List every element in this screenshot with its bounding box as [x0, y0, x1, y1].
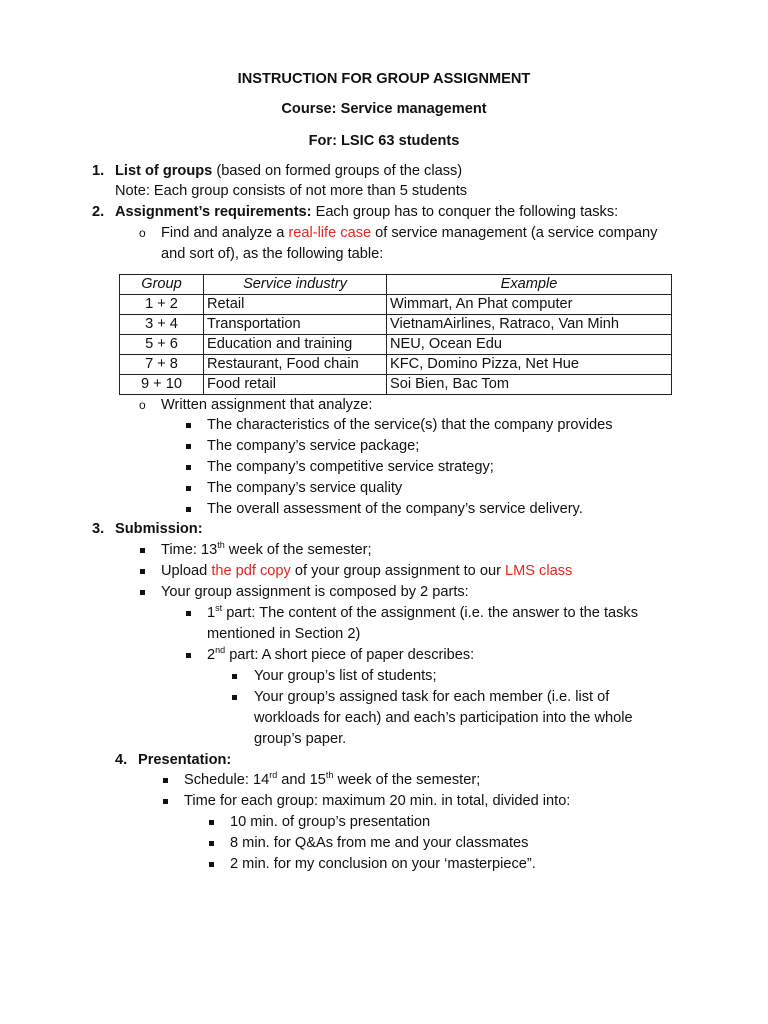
presentation-item: 8 min. for Q&As from me and your classmates: [230, 835, 529, 851]
presentation-time: Time for each group: maximum 20 min. in total, divided into:: [184, 793, 571, 809]
square-bullet-icon: [232, 674, 237, 679]
table-row: [120, 355, 672, 375]
presentation-item: 2 min. for my conclusion on your ‘masterpiece”.: [230, 856, 536, 872]
square-bullet-icon: [209, 862, 214, 867]
section-2-number: 2.: [92, 204, 105, 220]
section-4-title: Presentation:: [138, 752, 232, 768]
schedule-pre: Schedule: 14: [184, 772, 270, 788]
square-bullet-icon: [209, 820, 214, 825]
square-bullet-icon: [209, 841, 214, 846]
upload-lms-highlight: LMS class: [505, 563, 573, 579]
cell-group: 3 + 4: [120, 315, 204, 335]
table-row: [120, 375, 672, 395]
section-4-number: 4.: [115, 752, 128, 768]
table-row: [120, 315, 672, 335]
circle-bullet-icon: o: [139, 226, 146, 240]
task-1-pre: Find and analyze a: [161, 225, 289, 241]
part-1-num: 1: [207, 605, 216, 621]
section-2-title: Assignment’s requirements:: [115, 204, 312, 220]
square-bullet-icon: [140, 569, 145, 574]
task-1-line-2: and sort of), as the following table:: [161, 246, 384, 262]
part-1-line-2: mentioned in Section 2): [207, 626, 361, 642]
square-bullet-icon: [140, 590, 145, 595]
cell-example: KFC, Domino Pizza, Net Hue: [387, 355, 672, 375]
cell-example: Soi Bien, Bac Tom: [387, 375, 672, 395]
submission-time-post: week of the semester;: [224, 542, 372, 558]
square-bullet-icon: [232, 695, 237, 700]
upload-pre: Upload: [161, 563, 212, 579]
part-2-line: [207, 645, 474, 665]
cell-group: 7 + 8: [120, 355, 204, 375]
cell-industry: Education and training: [204, 335, 387, 355]
part-2-num: 2: [207, 647, 216, 663]
square-bullet-icon: [140, 548, 145, 553]
groups-table: [119, 274, 672, 395]
task-1-highlight: real-life case: [288, 225, 372, 241]
task-1-line: [161, 223, 657, 243]
schedule-post: week of the semester;: [333, 772, 481, 788]
square-bullet-icon: [186, 444, 191, 449]
schedule-mid: and 15: [277, 772, 326, 788]
schedule-sup-1: rd: [269, 770, 278, 780]
header-example: Example: [387, 275, 672, 295]
analysis-item: The overall assessment of the company’s service delivery.: [207, 501, 583, 517]
cell-industry: Restaurant, Food chain: [204, 355, 387, 375]
upload-mid: of your group assignment to our: [290, 563, 505, 579]
submission-time-sup: th: [217, 540, 225, 550]
section-2-text: Each group has to conquer the following tasks:: [311, 204, 619, 220]
cell-example: Wimmart, An Phat computer: [387, 295, 672, 315]
cell-industry: Transportation: [204, 315, 387, 335]
section-3-number: 3.: [92, 521, 105, 537]
part-2-text: part: A short piece of paper describes:: [225, 647, 475, 663]
square-bullet-icon: [163, 799, 168, 804]
header-group: Group: [120, 275, 204, 295]
part-2-item: Your group’s list of students;: [254, 668, 437, 684]
analysis-item: The characteristics of the service(s) that the company provides: [207, 417, 613, 433]
cell-group: 9 + 10: [120, 375, 204, 395]
submission-upload: [161, 561, 572, 581]
square-bullet-icon: [186, 423, 191, 428]
section-1-number: 1.: [92, 163, 105, 179]
square-bullet-icon: [186, 486, 191, 491]
presentation-item: 10 min. of group’s presentation: [230, 814, 431, 830]
header-service-industry: Service industry: [204, 275, 387, 295]
submission-time: [161, 540, 372, 560]
square-bullet-icon: [186, 611, 191, 616]
presentation-schedule: [184, 770, 480, 790]
cell-group: 1 + 2: [120, 295, 204, 315]
part-2-item-line-2: workloads for each) and each’s participation into the whole: [254, 710, 633, 726]
part-2-sup: nd: [215, 645, 226, 655]
cell-industry: Retail: [204, 295, 387, 315]
table-header-row: [120, 275, 672, 295]
submission-composed: Your group assignment is composed by 2 parts:: [161, 584, 469, 600]
table-row: [120, 335, 672, 355]
square-bullet-icon: [186, 465, 191, 470]
section-2-heading: [115, 202, 618, 222]
part-2-item: Your group’s assigned task for each member (i.e. list of: [254, 689, 610, 705]
part-1-line: [207, 603, 638, 623]
course-line: Course: Service management: [281, 101, 487, 117]
section-1-text: (based on formed groups of the class): [212, 163, 463, 179]
task-1-post: of service management (a service company: [371, 225, 658, 241]
document-title: INSTRUCTION FOR GROUP ASSIGNMENT: [237, 71, 531, 87]
section-3-title: Submission:: [115, 521, 203, 537]
square-bullet-icon: [186, 507, 191, 512]
cell-example: VietnamAirlines, Ratraco, Van Minh: [387, 315, 672, 335]
section-1-title: List of groups: [115, 163, 213, 179]
audience-line: For: LSIC 63 students: [308, 133, 460, 149]
analysis-item: The company’s service package;: [207, 438, 420, 454]
task-2-line: Written assignment that analyze:: [161, 397, 373, 413]
cell-group: 5 + 6: [120, 335, 204, 355]
section-1-heading: [115, 161, 462, 181]
part-2-item-line-3: group’s paper.: [254, 731, 347, 747]
cell-industry: Food retail: [204, 375, 387, 395]
circle-bullet-icon: o: [139, 398, 146, 412]
upload-pdf-highlight: the pdf copy: [211, 563, 291, 579]
part-1-text: part: The content of the assignment (i.e. the answer to the tasks: [222, 605, 639, 621]
part-1-sup: st: [215, 603, 223, 613]
schedule-sup-2: th: [325, 770, 334, 780]
square-bullet-icon: [163, 778, 168, 783]
submission-time-pre: Time: 13: [161, 542, 218, 558]
table-row: [120, 295, 672, 315]
square-bullet-icon: [186, 653, 191, 658]
analysis-item: The company’s competitive service strategy;: [207, 459, 494, 475]
cell-example: NEU, Ocean Edu: [387, 335, 672, 355]
section-1-note: Note: Each group consists of not more than 5 students: [115, 183, 468, 199]
analysis-item: The company’s service quality: [207, 480, 403, 496]
